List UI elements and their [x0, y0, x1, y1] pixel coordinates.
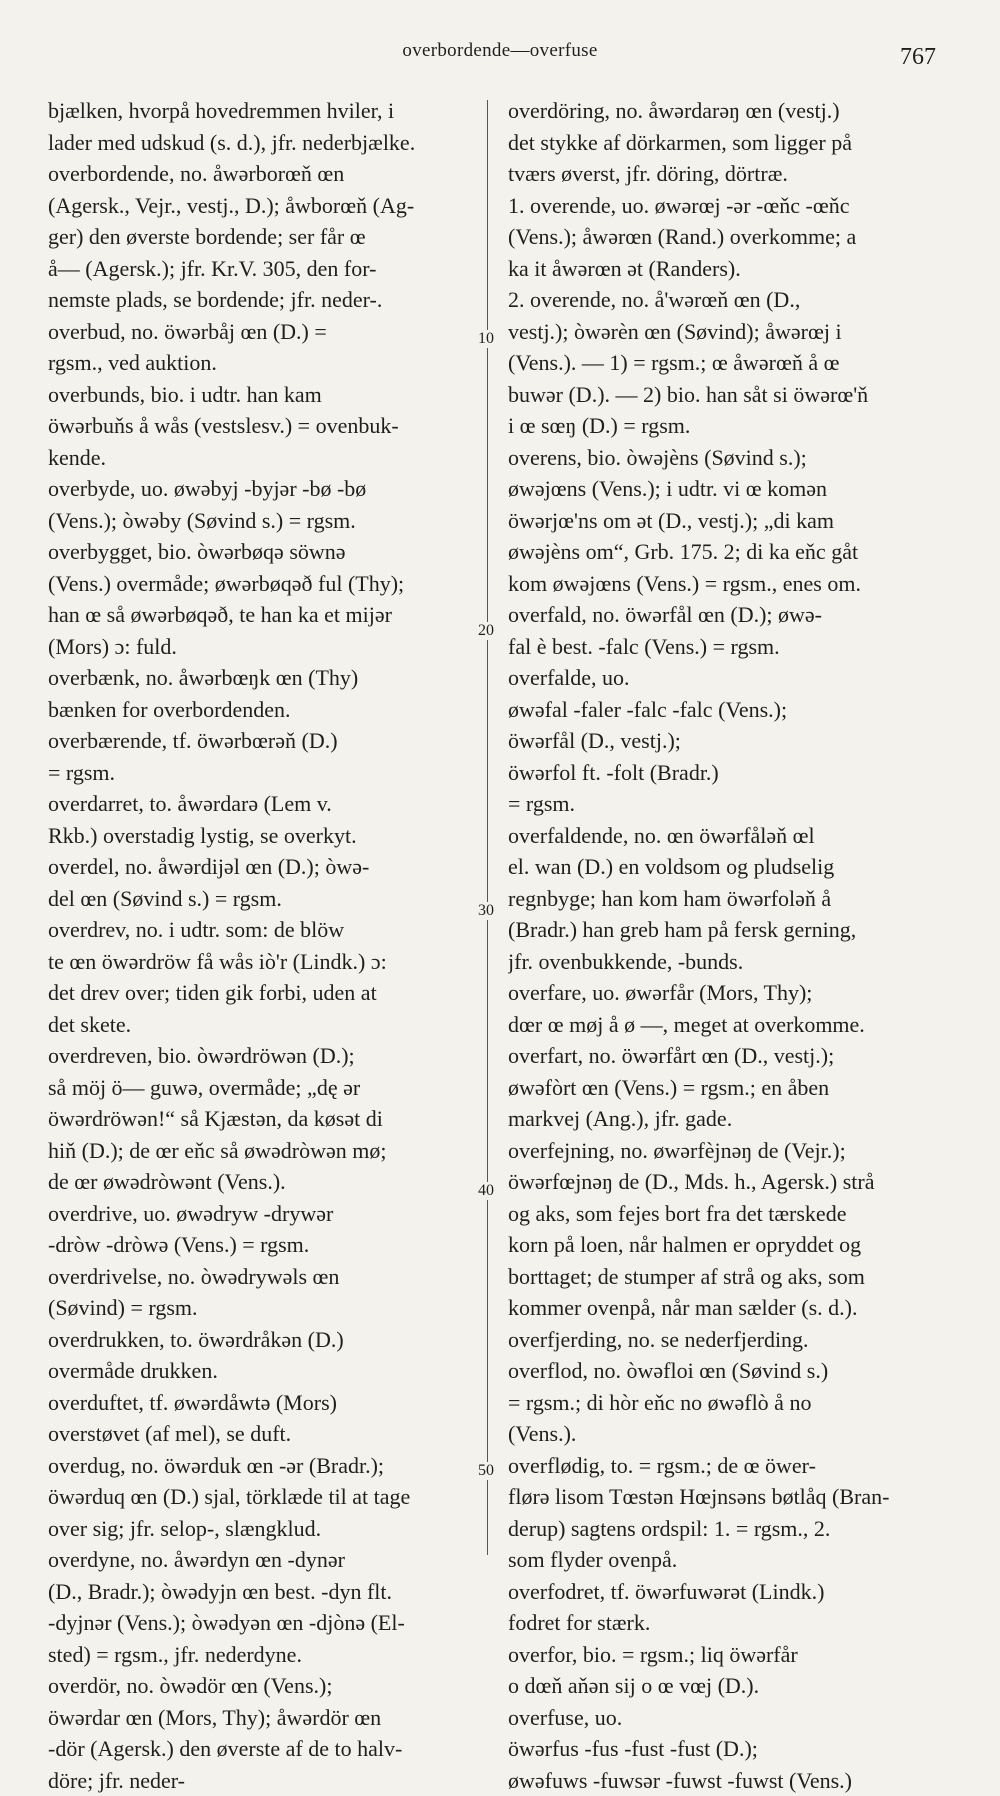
line-number: 20	[476, 622, 496, 640]
text-line: öwərjœ'ns om ət (D., vestj.); „di kam	[508, 505, 948, 537]
text-line: kommer ovenpå, når man sælder (s. d.).	[508, 1292, 948, 1324]
text-line: overdrivelse, no. òwədrywəls œn	[48, 1261, 478, 1293]
text-line: overfjerding, no. se nederfjerding.	[508, 1324, 948, 1356]
text-line: overdel, no. åwərdijəl œn (D.); òwə-	[48, 851, 478, 883]
text-line: øwəfuws -fuwsər -fuwst -fuwst (Vens.)	[508, 1765, 948, 1796]
text-line: = rgsm.	[48, 757, 478, 789]
text-line: overbyde, uo. øwəbyj -byjər -bø -bø	[48, 473, 478, 505]
text-line: kende.	[48, 442, 478, 474]
text-line: overfare, uo. øwərfår (Mors, Thy);	[508, 977, 948, 1009]
text-line: el. wan (D.) en voldsom og pludselig	[508, 851, 948, 883]
text-line: overbunds, bio. i udtr. han kam	[48, 379, 478, 411]
text-line: (Agersk., Vejr., vestj., D.); åwborœň (Ag-	[48, 190, 478, 222]
text-line: lader med udskud (s. d.), jfr. nederbjælke.	[48, 127, 478, 159]
text-line: = rgsm.	[508, 788, 948, 820]
text-line: bænken for overbordenden.	[48, 694, 478, 726]
text-line: korn på loen, når halmen er opryddet og	[508, 1229, 948, 1261]
text-line: og aks, som fejes bort fra det tærskede	[508, 1198, 948, 1230]
line-number: 30	[476, 902, 496, 920]
text-line: vestj.); òwərèn œn (Søvind); åwərœj i	[508, 316, 948, 348]
running-header: overbordende—overfuse	[0, 40, 1000, 62]
text-line: overens, bio. òwəjèns (Søvind s.);	[508, 442, 948, 474]
text-line: overdör, no. òwədör œn (Vens.);	[48, 1670, 478, 1702]
text-line: overdyne, no. åwərdyn œn -dynər	[48, 1544, 478, 1576]
text-line: overflødig, to. = rgsm.; de œ öwer-	[508, 1450, 948, 1482]
text-line: (D., Bradr.); òwədyjn œn best. -dyn flt.	[48, 1576, 478, 1608]
text-line: nemste plads, se bordende; jfr. neder-.	[48, 284, 478, 316]
text-line: o dœň aňən sij o œ vœj (D.).	[508, 1670, 948, 1702]
text-line: markvej (Ang.), jfr. gade.	[508, 1103, 948, 1135]
text-line: de œr øwədròwənt (Vens.).	[48, 1166, 478, 1198]
text-line: overdrive, uo. øwədryw -drywər	[48, 1198, 478, 1230]
text-line: overstøvet (af mel), se duft.	[48, 1418, 478, 1450]
text-line: overmåde drukken.	[48, 1355, 478, 1387]
text-line: (Bradr.) han greb ham på fersk gerning,	[508, 914, 948, 946]
text-line: (Vens.); òwəby (Søvind s.) = rgsm.	[48, 505, 478, 537]
text-line: -dör (Agersk.) den øverste af de to halv-	[48, 1733, 478, 1765]
text-line: Rkb.) overstadig lystig, se overkyt.	[48, 820, 478, 852]
text-line: overfart, no. öwərfårt œn (D., vestj.);	[508, 1040, 948, 1072]
text-line: 1. overende, uo. øwərœj -ər -œňc -œňc	[508, 190, 948, 222]
text-line: del œn (Søvind s.) = rgsm.	[48, 883, 478, 915]
text-line: jfr. ovenbukkende, -bunds.	[508, 946, 948, 978]
text-line: bjælken, hvorpå hovedremmen hviler, i	[48, 95, 478, 127]
text-line: øwəfal -faler -falc -falc (Vens.);	[508, 694, 948, 726]
text-line: tværs øverst, jfr. döring, dörtræ.	[508, 158, 948, 190]
text-line: å— (Agersk.); jfr. Kr.V. 305, den for-	[48, 253, 478, 285]
text-line: øwəfòrt œn (Vens.) = rgsm.; en åben	[508, 1072, 948, 1104]
text-line: han œ så øwərbøqəð, te han ka et mijər	[48, 599, 478, 631]
text-line: (Vens.); åwərœn (Rand.) overkomme; a	[508, 221, 948, 253]
text-line: overflod, no. òwəfloi œn (Søvind s.)	[508, 1355, 948, 1387]
text-line: øwəjœns (Vens.); i udtr. vi œ komən	[508, 473, 948, 505]
text-line: overdrev, no. i udtr. som: de blöw	[48, 914, 478, 946]
text-line: regnbyge; han kom ham öwərfoləň å	[508, 883, 948, 915]
text-line: overbærende, tf. öwərbœrəň (D.)	[48, 725, 478, 757]
page-number: 767	[900, 44, 936, 71]
text-line: borttaget; de stumper af strå og aks, som	[508, 1261, 948, 1293]
text-line: (Vens.) overmåde; øwərbøqəð ful (Thy);	[48, 568, 478, 600]
text-line: sted) = rgsm., jfr. nederdyne.	[48, 1639, 478, 1671]
text-line: ger) den øverste bordende; ser får œ	[48, 221, 478, 253]
text-line: overfor, bio. = rgsm.; liq öwərfår	[508, 1639, 948, 1671]
text-line: overdöring, no. åwərdarəŋ œn (vestj.)	[508, 95, 948, 127]
right-column	[508, 95, 948, 1796]
line-number: 50	[476, 1462, 496, 1480]
text-line: fal è best. -falc (Vens.) = rgsm.	[508, 631, 948, 663]
text-line: (Mors) ɔ: fuld.	[48, 631, 478, 663]
text-line: i œ sœŋ (D.) = rgsm.	[508, 410, 948, 442]
text-line: öwərdar œn (Mors, Thy); åwərdör œn	[48, 1702, 478, 1734]
text-line: öwərfål (D., vestj.);	[508, 725, 948, 757]
text-line: dœr œ møj å ø —, meget at overkomme.	[508, 1009, 948, 1041]
text-line: öwərduq œn (D.) sjal, törklæde til at tage	[48, 1481, 478, 1513]
column-divider	[487, 100, 488, 1555]
text-line: overdrukken, to. öwərdråkən (D.)	[48, 1324, 478, 1356]
text-line: overfuse, uo.	[508, 1702, 948, 1734]
text-line: som flyder ovenpå.	[508, 1544, 948, 1576]
text-line: fodret for stærk.	[508, 1607, 948, 1639]
text-line: te œn öwərdröw få wås iò'r (Lindk.) ɔ:	[48, 946, 478, 978]
text-line: = rgsm.; di hòr eňc no øwəflò å no	[508, 1387, 948, 1419]
text-line: öwərbuňs å wås (vestslesv.) = ovenbuk-	[48, 410, 478, 442]
text-line: overbud, no. öwərbåj œn (D.) =	[48, 316, 478, 348]
text-line: 2. overende, no. å'wərœň œn (D.,	[508, 284, 948, 316]
text-line: öwərdröwən!“ så Kjæstən, da køsət di	[48, 1103, 478, 1135]
text-line: overfodret, tf. öwərfuwərət (Lindk.)	[508, 1576, 948, 1608]
text-line: döre; jfr. neder-	[48, 1765, 478, 1796]
text-line: det drev over; tiden gik forbi, uden at	[48, 977, 478, 1009]
text-line: (Søvind) = rgsm.	[48, 1292, 478, 1324]
text-line: öwərfœjnəŋ de (D., Mds. h., Agersk.) strå	[508, 1166, 948, 1198]
text-line: rgsm., ved auktion.	[48, 347, 478, 379]
text-line: overduftet, tf. øwərdåwtə (Mors)	[48, 1387, 478, 1419]
text-line: öwərfol ft. -folt (Bradr.)	[508, 757, 948, 789]
text-line: overbænk, no. åwərbœŋk œn (Thy)	[48, 662, 478, 694]
text-line: overbygget, bio. òwərbøqə söwnə	[48, 536, 478, 568]
text-line: öwərfus -fus -fust -fust (D.);	[508, 1733, 948, 1765]
text-line: overbordende, no. åwərborœň œn	[48, 158, 478, 190]
text-line: overdarret, to. åwərdarə (Lem v.	[48, 788, 478, 820]
text-line: overfalde, uo.	[508, 662, 948, 694]
text-line: kom øwəjœns (Vens.) = rgsm., enes om.	[508, 568, 948, 600]
text-line: det stykke af dörkarmen, som ligger på	[508, 127, 948, 159]
text-line: så möj ö— guwə, overmåde; „dę ər	[48, 1072, 478, 1104]
text-line: -dròw -dròwə (Vens.) = rgsm.	[48, 1229, 478, 1261]
text-line: overfald, no. öwərfål œn (D.); øwə-	[508, 599, 948, 631]
text-line: buwər (D.). — 2) bio. han såt si öwərœ'ň	[508, 379, 948, 411]
line-number: 10	[476, 330, 496, 348]
text-line: overfejning, no. øwərfèjnəŋ de (Vejr.);	[508, 1135, 948, 1167]
text-line: overdug, no. öwərduk œn -ər (Bradr.);	[48, 1450, 478, 1482]
text-line: (Vens.). — 1) = rgsm.; œ åwərœň å œ	[508, 347, 948, 379]
text-line: overfaldende, no. œn öwərfåləň œl	[508, 820, 948, 852]
text-line: ka it åwərœn ət (Randers).	[508, 253, 948, 285]
line-number: 40	[476, 1182, 496, 1200]
text-line: øwəjèns om“, Grb. 175. 2; di ka eňc gåt	[508, 536, 948, 568]
text-line: over sig; jfr. selop-, slængklud.	[48, 1513, 478, 1545]
text-line: derup) sagtens ordspil: 1. = rgsm., 2.	[508, 1513, 948, 1545]
text-line: overdreven, bio. òwərdröwən (D.);	[48, 1040, 478, 1072]
text-line: det skete.	[48, 1009, 478, 1041]
left-column	[48, 95, 478, 1796]
text-line: (Vens.).	[508, 1418, 948, 1450]
text-line: hiň (D.); de œr eňc så øwədròwən mø;	[48, 1135, 478, 1167]
text-line: -dyjnər (Vens.); òwədyən œn -djònə (El-	[48, 1607, 478, 1639]
text-line: flørə lisom Tœstən Hœjnsəns bøtlåq (Bran-	[508, 1481, 948, 1513]
